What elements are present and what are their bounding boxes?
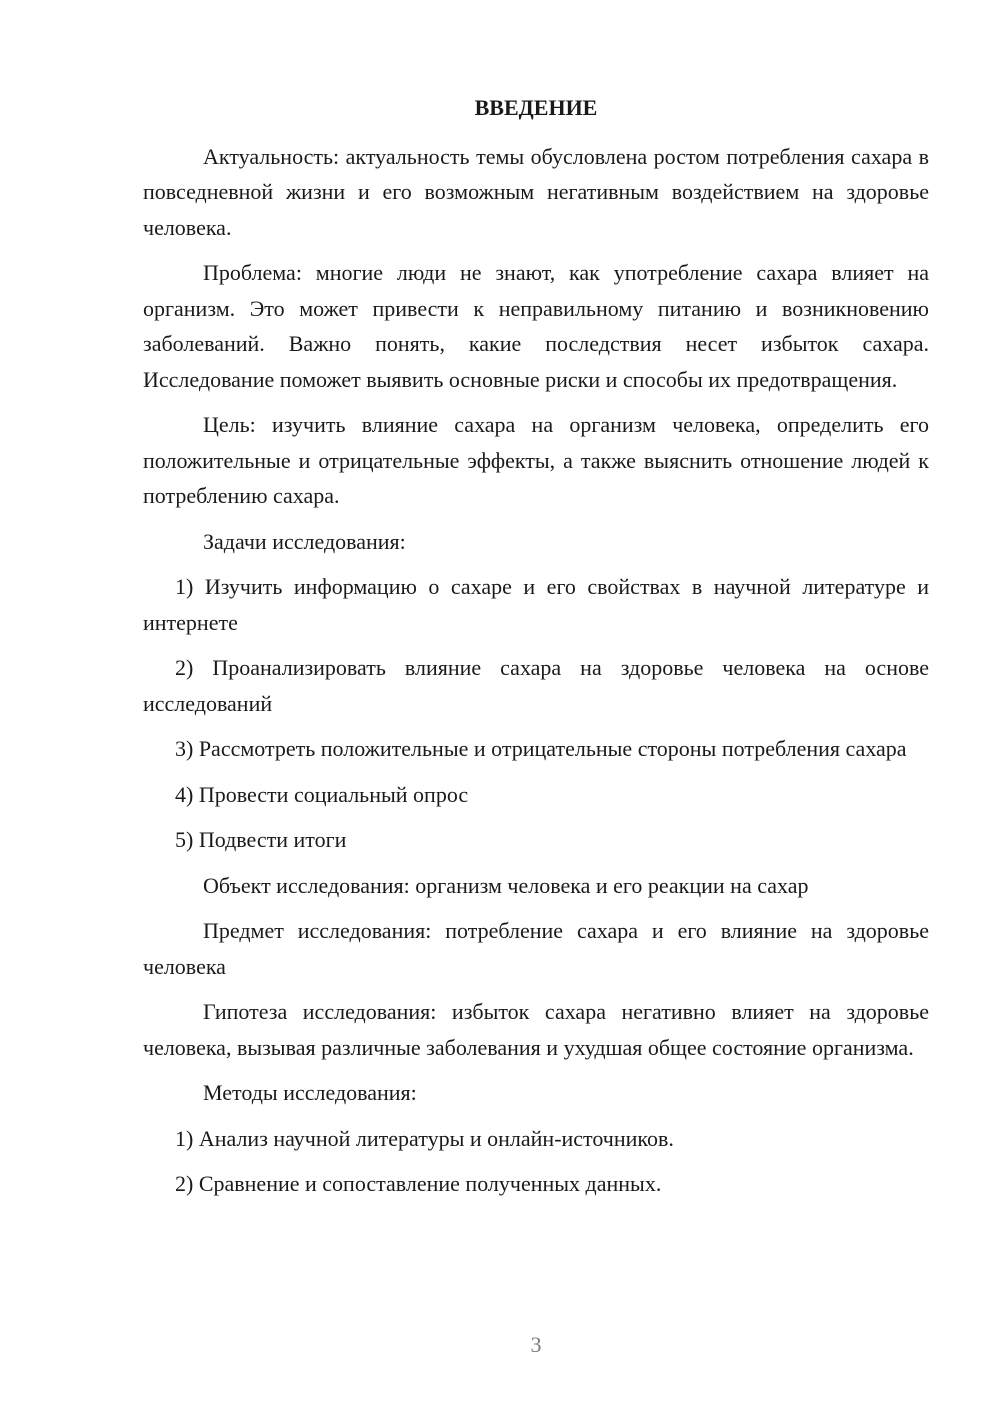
task-item: 3) Рассмотреть положительные и отрицательные стороны потребления сахара <box>175 736 907 761</box>
task-item: 5) Подвести итоги <box>175 827 347 852</box>
document-page <box>143 90 929 1212</box>
task-item: 1) Изучить информацию о сахаре и его свойствах в научной литературе и интернете <box>143 574 929 635</box>
tasks-heading: Задачи исследования: <box>203 528 406 554</box>
subject-paragraph: Предмет исследования: потребление сахара и его влияние на здоровье человека <box>143 918 929 979</box>
object-paragraph: Объект исследования: организм человека и его реакции на сахар <box>203 872 809 898</box>
problem-paragraph: Проблема: многие люди не знают, как употребление сахара влияет на организм. Это может привести к неправильному питанию и возникновению заболеваний. Важно понять, какие последствия несет избыток сахара. Исследование поможет выявить основные риски и способы их предотвращения. <box>143 260 929 392</box>
task-item: 2) Проанализировать влияние сахара на здоровье человека на основе исследований <box>143 655 929 716</box>
methods-heading: Методы исследования: <box>203 1080 417 1105</box>
page-number: 3 <box>530 1332 542 1357</box>
section-heading: ВВЕДЕНИЕ <box>474 95 598 120</box>
task-item: 4) Провести социальный опрос <box>175 781 469 807</box>
goal-paragraph: Цель: изучить влияние сахара на организм человека, определить его положительные и отрицательные эффекты, а также выяснить отношение людей к потреблению сахара. <box>143 412 929 508</box>
method-item: 1) Анализ научной литературы и онлайн-источников. <box>175 1125 674 1151</box>
method-item: 2) Сравнение и сопоставление полученных данных. <box>175 1171 662 1196</box>
hypothesis-paragraph: Гипотеза исследования: избыток сахара негативно влияет на здоровье человека, вызывая различные заболевания и ухудшая общее состояние организма. <box>143 999 929 1060</box>
relevance-paragraph: Актуальность: актуальность темы обусловлена ростом потребления сахара в повседневной жизни и его возможным негативным воздействием на здоровье человека. <box>143 143 929 240</box>
